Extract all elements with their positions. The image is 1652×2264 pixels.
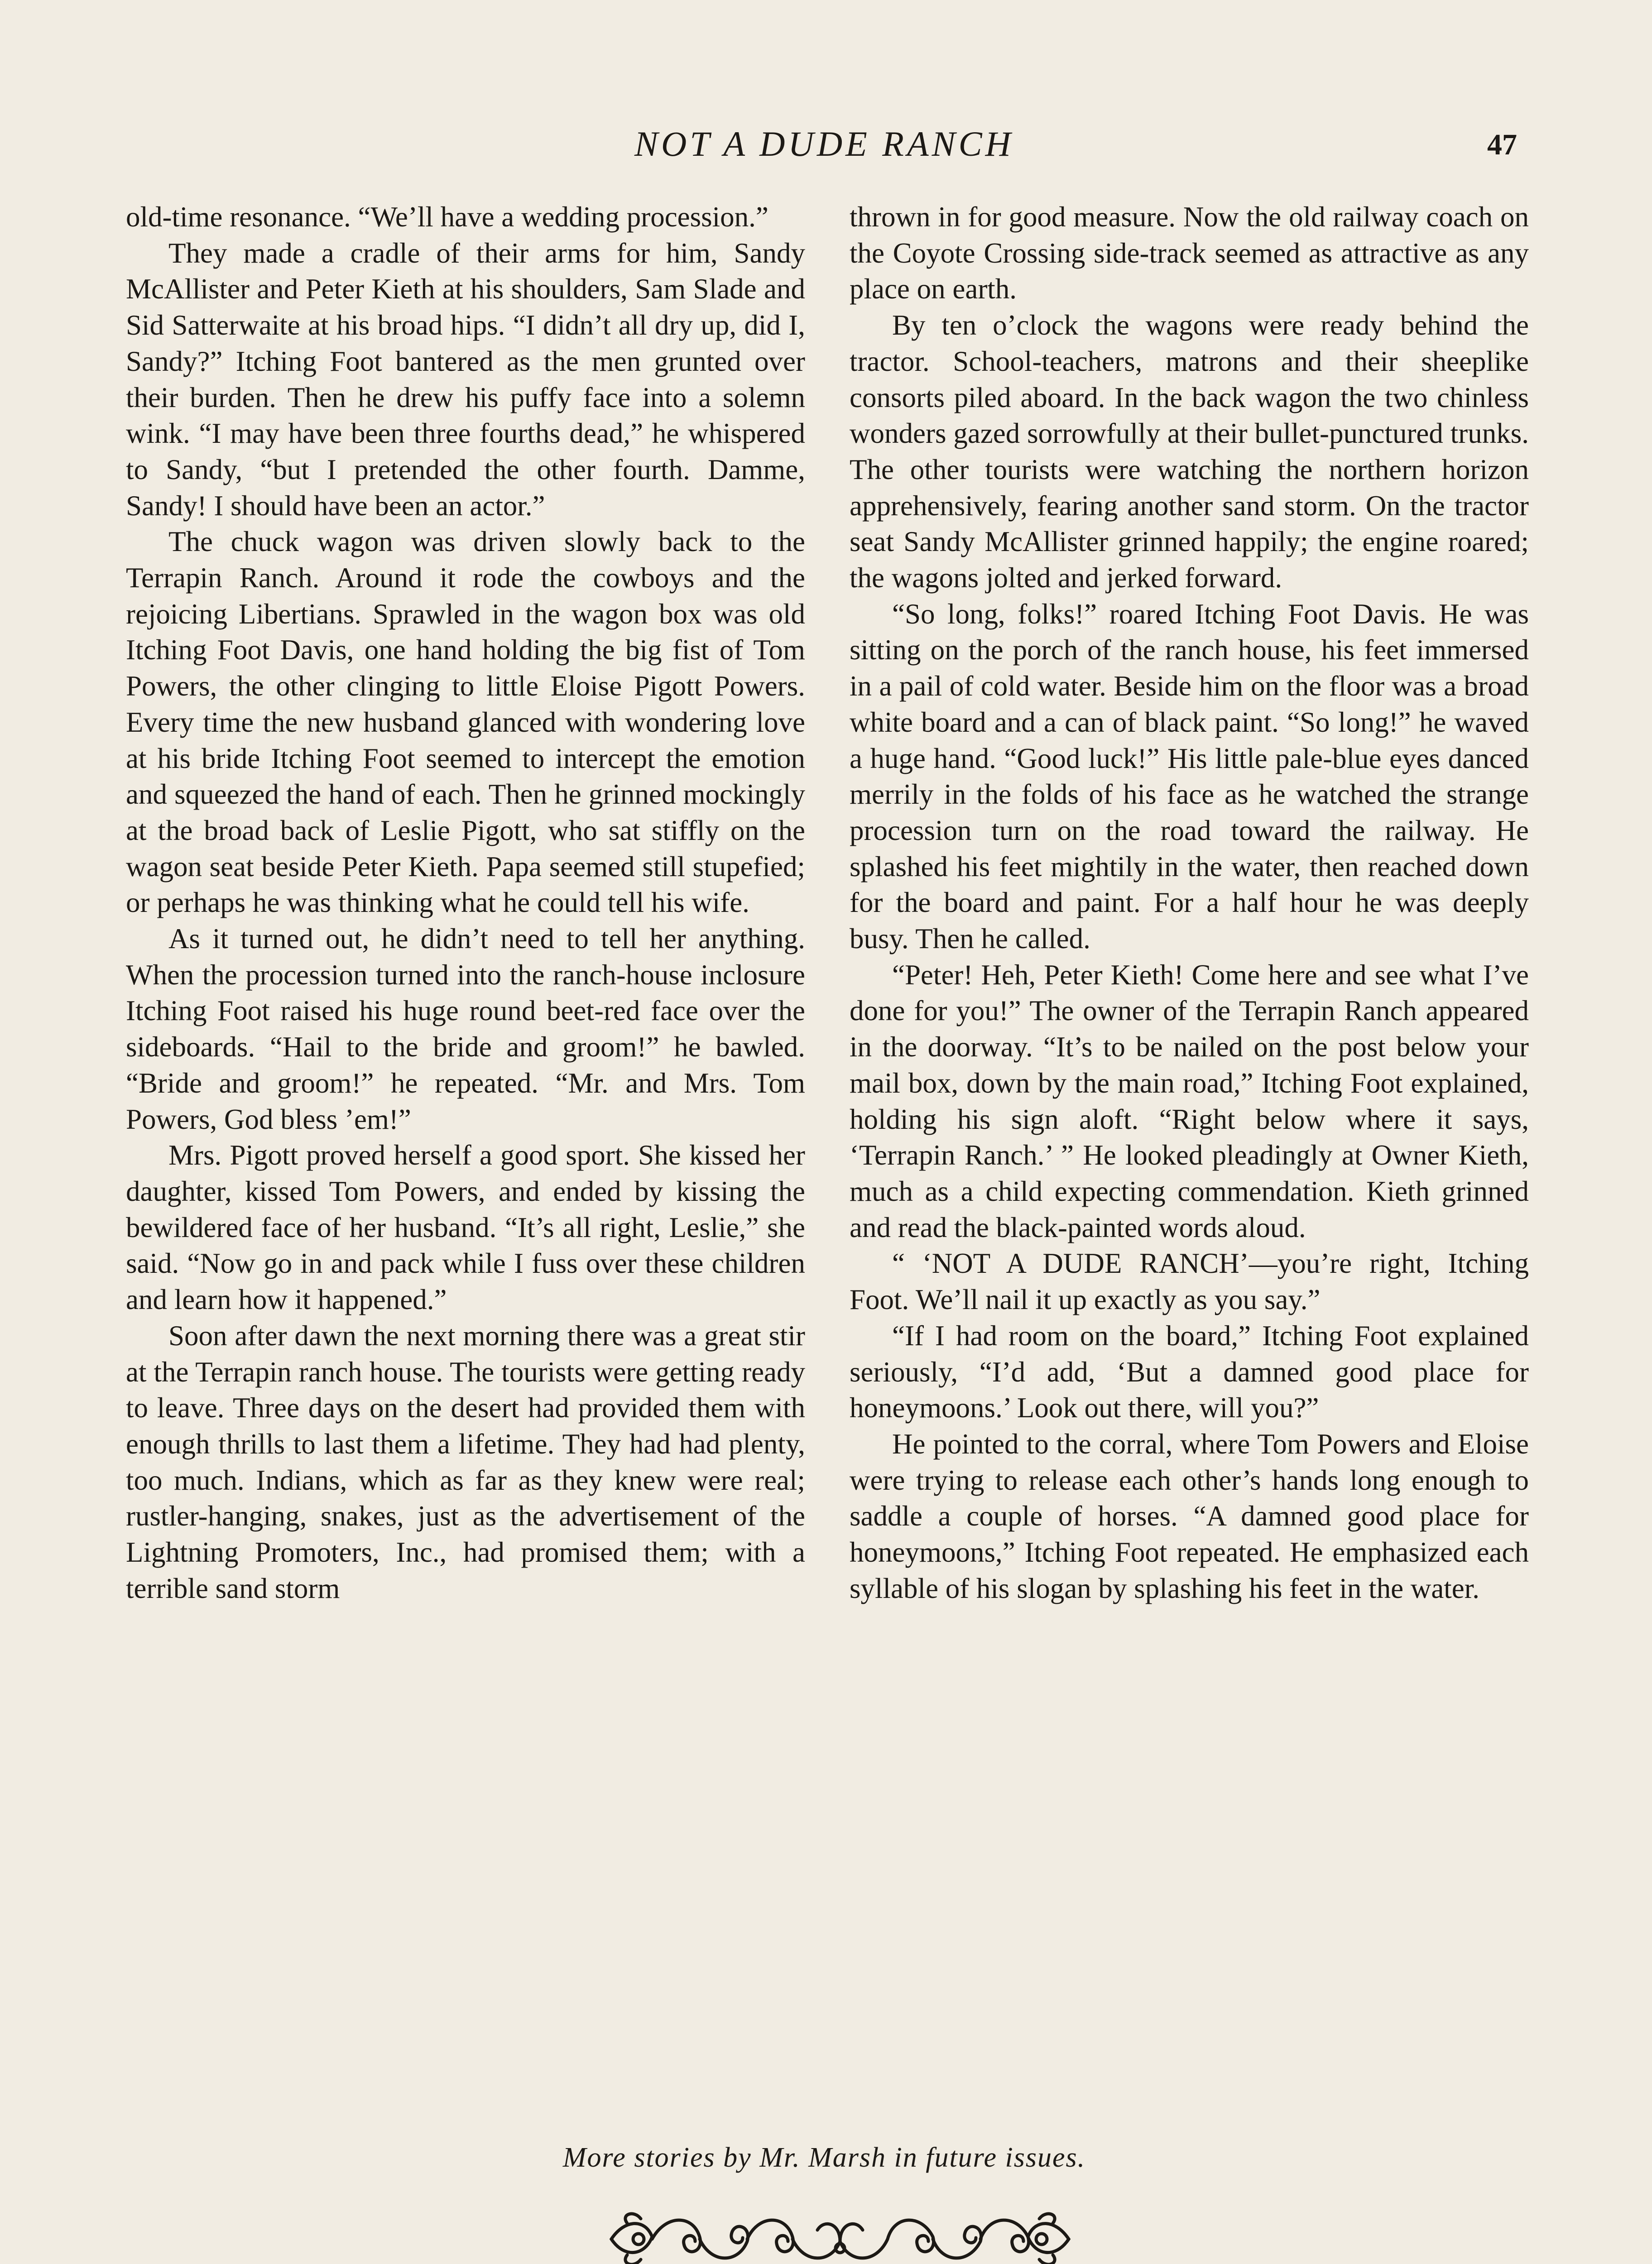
page-number: 47 — [1487, 128, 1517, 161]
paragraph: Soon after dawn the next morning there was a great stir at the Terrapin ranch house. The tourists were getting ready to leave. Three days on the desert had provided them with enough thrills to last them a lifetime. They had had plenty, too much. Indians, which as far as they knew were real; rustler-hanging, snakes, just as the advertisement of the Lightning Promoters, Inc., had promised them; with a terrible sand storm — [126, 1319, 805, 1604]
paragraph: thrown in for good measure. Now the old railway coach on the Coyote Crossing side-track seemed as attractive as any place on earth. — [850, 201, 1529, 305]
paragraph: He pointed to the corral, where Tom Powers and Eloise were trying to release each other’s hands long enough to saddle a couple of horses. “A damned good place for honeymoons,” Itching Foot repeated. He emphasized each syllable of his slogan by splashing his feet in the water. — [850, 1428, 1529, 1604]
right-column — [850, 199, 1529, 1607]
paragraph: By ten o’clock the wagons were ready behind the tractor. School-teachers, matrons and their sheeplike consorts piled aboard. In the back wagon the two chinless wonders gazed sorrowfully at their bullet-punctured trunks. The other tourists were watching the northern horizon apprehensively, fearing another sand storm. On the tractor seat Sandy McAllister grinned happily; the engine roared; the wagons jolted and jerked forward. — [850, 309, 1529, 594]
paragraph: As it turned out, he didn’t need to tell her anything. When the procession turned into the ranch-house inclosure Itching Foot raised his huge round beet-red face over the sideboards. “Hail to the bride and groom!” he bawled. “Bride and groom!” he repeated. “Mr. and Mrs. Tom Powers, God bless ’em!” — [126, 923, 805, 1135]
paragraph: “So long, folks!” roared Itching Foot Davis. He was sitting on the porch of the ranch house, his feet immersed in a pail of cold water. Beside him on the floor was a broad white board and a can of black paint. “So long!” he waved a huge hand. “Good luck!” His little pale-blue eyes danced merrily in the folds of his face as he watched the strange procession turn on the road toward the railway. He splashed his feet mightily in the water, then reached down for the board and paint. For a half hour he was deeply busy. Then he called. — [850, 598, 1529, 955]
paragraph: Mrs. Pigott proved herself a good sport. She kissed her daughter, kissed Tom Powers, and ended by kissing the bewildered face of her husband. “It’s all right, Leslie,” she said. “Now go in and pack while I fuss over these children and learn how it happened.” — [126, 1139, 805, 1316]
paragraph: “If I had room on the board,” Itching Foot explained seriously, “I’d add, ‘But a damned good place for honeymoons.’ Look out there, will you?” — [850, 1319, 1529, 1424]
paragraph: They made a cradle of their arms for him, Sandy McAllister and Peter Kieth at his shoulders, Sam Slade and Sid Satterwaite at his broad hips. “I didn’t all dry up, did I, Sandy?” Itching Foot bantered as the men grunted over their burden. Then he drew his puffy face into a solemn wink. “I may have been three fourths dead,” he whispered to Sandy, “but I pretended the other fourth. Damme, Sandy! I should have been an actor.” — [126, 237, 805, 522]
footer-note: More stories by Mr. Marsh in future issues. — [562, 2142, 1086, 2173]
scroll-ornament-icon — [602, 2205, 1078, 2264]
paragraph: “Peter! Heh, Peter Kieth! Come here and see what I’ve done for you!” The owner of the Terrapin Ranch appeared in the doorway. “It’s to be nailed on the post below your mail box, down by the main road,” Itching Foot explained, holding his sign aloft. “Right below where it says, ‘Terrapin Ranch.’ ” He looked pleadingly at Owner Kieth, much as a child expecting commendation. Kieth grinned and read the black-painted words aloud. — [850, 959, 1529, 1243]
paragraph: old-time resonance. “We’ll have a wedding procession.” — [126, 201, 768, 233]
running-head — [127, 121, 1522, 171]
paragraph: The chuck wagon was driven slowly back to the Terrapin Ranch. Around it rode the cowboys and the rejoicing Libertians. Sprawled in the wagon box was old Itching Foot Davis, one hand holding the big fist of Tom Powers, the other clinging to little Eloise Pigott Powers. Every time the new husband glanced with wondering love at his bride Itching Foot seemed to intercept the emotion and squeezed the hand of each. Then he grinned mockingly at the broad back of Leslie Pigott, who sat stiffly on the wagon seat beside Peter Kieth. Papa seemed still stupefied; or perhaps he was thinking what he could tell his wife. — [126, 526, 805, 919]
paragraph: “ ‘NOT A DUDE RANCH’—you’re right, Itching Foot. We’ll nail it up exactly as you say.” — [850, 1247, 1529, 1316]
running-title: NOT A DUDE RANCH — [634, 124, 1014, 163]
left-column — [126, 199, 805, 1607]
